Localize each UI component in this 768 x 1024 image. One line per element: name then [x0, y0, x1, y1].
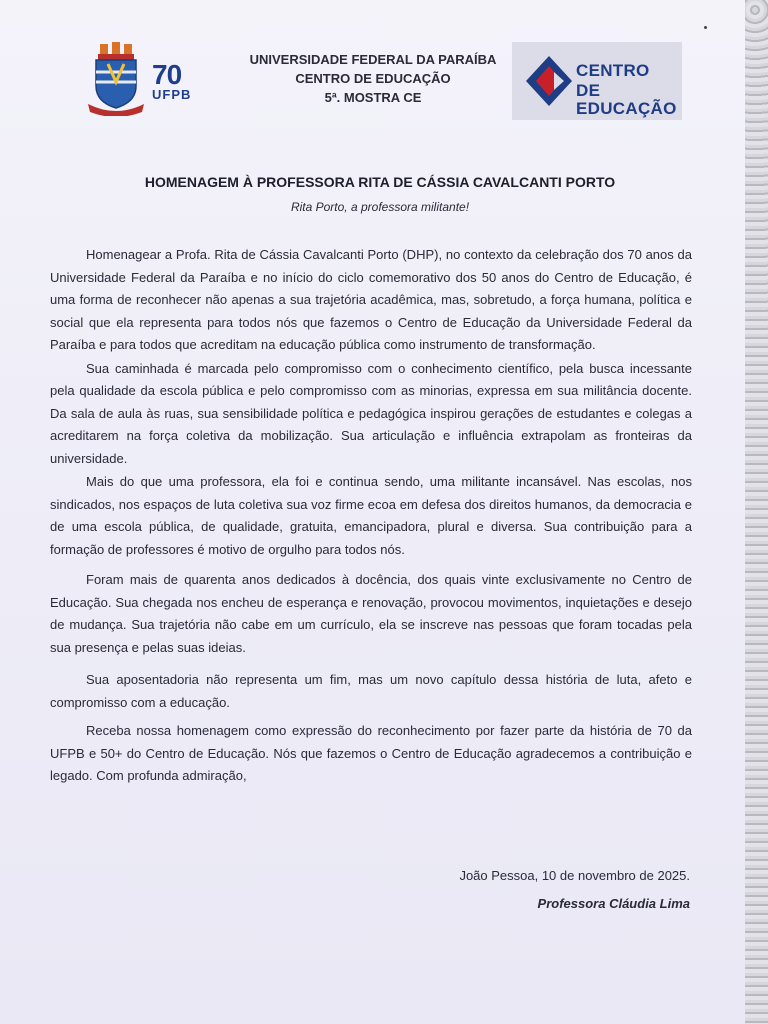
header-center-name: CENTRO DE EDUCAÇÃO: [295, 71, 451, 86]
dateline: João Pessoa, 10 de novembro de 2025.: [459, 868, 690, 883]
lace-tablecloth-background: [745, 0, 768, 1024]
header-event: 5ª. MOSTRA CE: [324, 90, 422, 105]
paragraph-4: Foram mais de quarenta anos dedicados à docência, dos quais vinte exclusivamente no Centro de Educação. Sua chegada nos encheu de esperança e renovação, provocou movimentos, inquietações e desejo de mudança. Sua trajetória não cabe em um currículo, ela se inscreve nas pessoas que foram tocadas pela sua presença e pelas suas ideias.: [50, 572, 692, 655]
paragraph-3: Mais do que uma professora, ela foi e continua sendo, uma militante incansável. Nas escolas, nos sindicados, nos espaços de luta coletiva sua voz firme ecoa em defesa dos direitos humanos, da democracia e de uma escola pública, de qualidade, gratuita, emancipadora, plural e diversa. Sua contribuição para a formação de professores é motivo de orgulho para todos nós.: [50, 474, 692, 557]
document-title: HOMENAGEM À PROFESSORA RITA DE CÁSSIA CAVALCANTI PORTO: [144, 174, 616, 190]
ufpb-70-years-logo: [152, 59, 210, 106]
paragraph-1: Homenagear a Profa. Rita de Cássia Cavalcanti Porto (DHP), no contexto da celebração dos 70 anos da Universidade Federal da Paraíba e no início do ciclo comemorativo dos 50 anos do Centro de Educação, é uma forma de reconhecer não apenas a sua trajetória acadêmica, mas, sobretudo, a força humana, política e social que ela representa para todos nós que fazemos o Centro de Educação da Universidade Federal da Paraíba e para todos que acreditam na educação pública como instrumento de transformação.: [50, 247, 692, 352]
document-body: [50, 244, 692, 794]
paragraph-2: Sua caminhada é marcada pelo compromisso com o conhecimento científico, pela busca incessante pela qualidade da escola pública e pelo compromisso com as minorias, expressa em sua militância docente. Da sala de aula às ruas, sua sensibilidade política e pedagógica inspirou gerações de estudantes e colegas a acreditarem na força coletiva da mobilização. Sua articulação e influência extrapolam as fronteiras da universidade.: [50, 360, 692, 466]
centro-educacao-logo: [512, 42, 682, 120]
signer-name: Professora Cláudia Lima: [537, 896, 690, 911]
header-university: UNIVERSIDADE FEDERAL DA PARAÍBA: [249, 52, 497, 67]
paragraph-6: Receba nossa homenagem como expressão do reconhecimento por fazer parte da história de 70 da UFPB e 50+ do Centro de Educação. Nós que fazemos o Centro de Educação agradecemos a contribuição e legado. Com profunda admiração,: [50, 723, 692, 783]
institution-header: [238, 50, 508, 107]
ce-logo-line2: DE EDUCAÇÃO: [576, 81, 677, 118]
anniversary-label: UFPB: [152, 87, 192, 102]
ufpb-crest-icon: [86, 42, 146, 116]
document-subtitle: Rita Porto, a professora militante!: [290, 200, 470, 214]
anniversary-number: 70: [152, 59, 182, 90]
speck: [704, 26, 707, 29]
ce-diamond-icon: [524, 54, 574, 108]
ce-logo-line1: CENTRO: [576, 61, 650, 80]
paragraph-5: Sua aposentadoria não representa um fim, mas um novo capítulo dessa história de luta, afeto e compromisso com a educação.: [50, 672, 692, 710]
